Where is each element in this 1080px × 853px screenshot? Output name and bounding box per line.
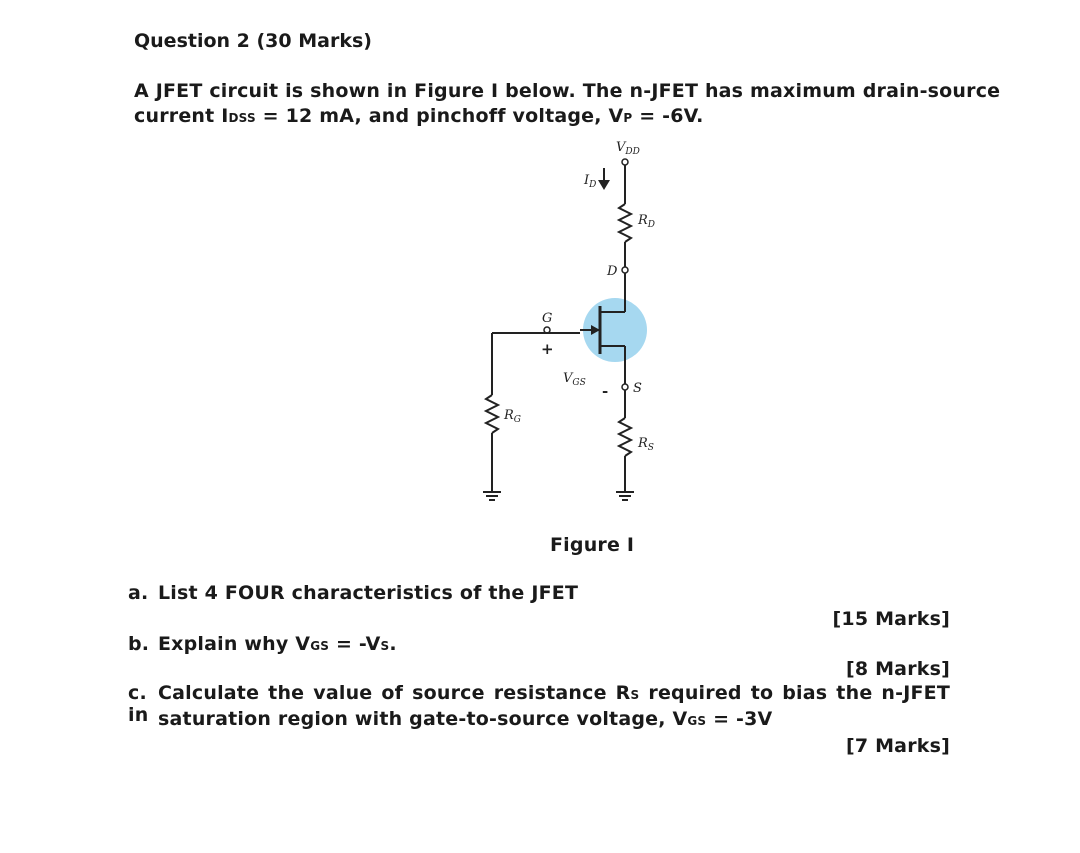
- vdd-terminal: [622, 159, 628, 165]
- source-minus-sign: -: [602, 382, 609, 400]
- source-terminal: [622, 384, 628, 390]
- part-a-marks: [15 Marks]: [832, 608, 950, 630]
- part-c-marks: [7 Marks]: [845, 735, 950, 757]
- vdd-label: $V_{DD}$: [616, 140, 640, 157]
- intro-idss-sub: DSS: [228, 111, 256, 125]
- part-c-label: c.: [128, 682, 147, 704]
- rs-ground-icon: [616, 492, 634, 500]
- id-arrow-head: [598, 180, 610, 190]
- part-b-marks: [8 Marks]: [845, 658, 950, 680]
- intro-vp-value: = -6V.: [632, 105, 704, 127]
- part-b-label: b.: [128, 633, 150, 655]
- drain-terminal: [622, 267, 628, 273]
- intro-vp-sub: P: [623, 111, 633, 125]
- intro-line-2: [134, 105, 704, 127]
- part-b-sub2: S: [380, 639, 390, 653]
- rs-resistor: [619, 418, 631, 456]
- part-a-text: List 4 FOUR characteristics of the JFET: [158, 582, 579, 604]
- part-b-text-c: .: [389, 633, 397, 655]
- id-label: $I_D$: [584, 173, 597, 190]
- rs-label: $R_S$: [638, 436, 654, 453]
- jfet-circuit-diagram: [470, 140, 670, 515]
- gate-plus-sign: +: [541, 340, 554, 358]
- rg-resistor: [486, 395, 498, 433]
- gate-label: G: [542, 311, 553, 326]
- rd-label: $R_D$: [638, 213, 656, 230]
- part-c-line2-sub: GS: [687, 714, 707, 728]
- intro-line-1: A JFET circuit is shown in Figure I below. The n-JFET has maximum drain-source: [134, 80, 1001, 102]
- question-title: Question 2 (30 Marks): [134, 30, 372, 52]
- part-c-line1-b: required to bias the n-JFET in: [128, 682, 950, 726]
- figure-caption: Figure I: [550, 534, 635, 556]
- part-b-sub: GS: [310, 639, 330, 653]
- source-label: S: [633, 381, 642, 396]
- part-a-label: a.: [128, 582, 149, 604]
- part-c-line2-a: saturation region with gate-to-source voltage, V: [158, 708, 688, 730]
- part-c-line2-b: = -3V: [706, 708, 773, 730]
- intro-idss-value: = 12 mA, and pinchoff voltage, V: [255, 105, 624, 127]
- part-c-line1-sub: S: [630, 688, 640, 702]
- part-c-line1-a: Calculate the value of source resistance R: [158, 682, 631, 704]
- rg-label: $R_G$: [504, 408, 521, 425]
- part-b-text-b: = -V: [329, 633, 381, 655]
- rg-ground-icon: [483, 492, 501, 500]
- part-c-line-2: [158, 708, 772, 730]
- drain-label: D: [607, 264, 618, 279]
- part-a: [128, 582, 578, 604]
- part-b: [128, 633, 397, 655]
- vgs-label: $V_{GS}$: [563, 371, 586, 388]
- rd-resistor: [619, 204, 631, 242]
- intro-idss-text: current I: [134, 105, 229, 127]
- part-b-text-a: Explain why V: [158, 633, 311, 655]
